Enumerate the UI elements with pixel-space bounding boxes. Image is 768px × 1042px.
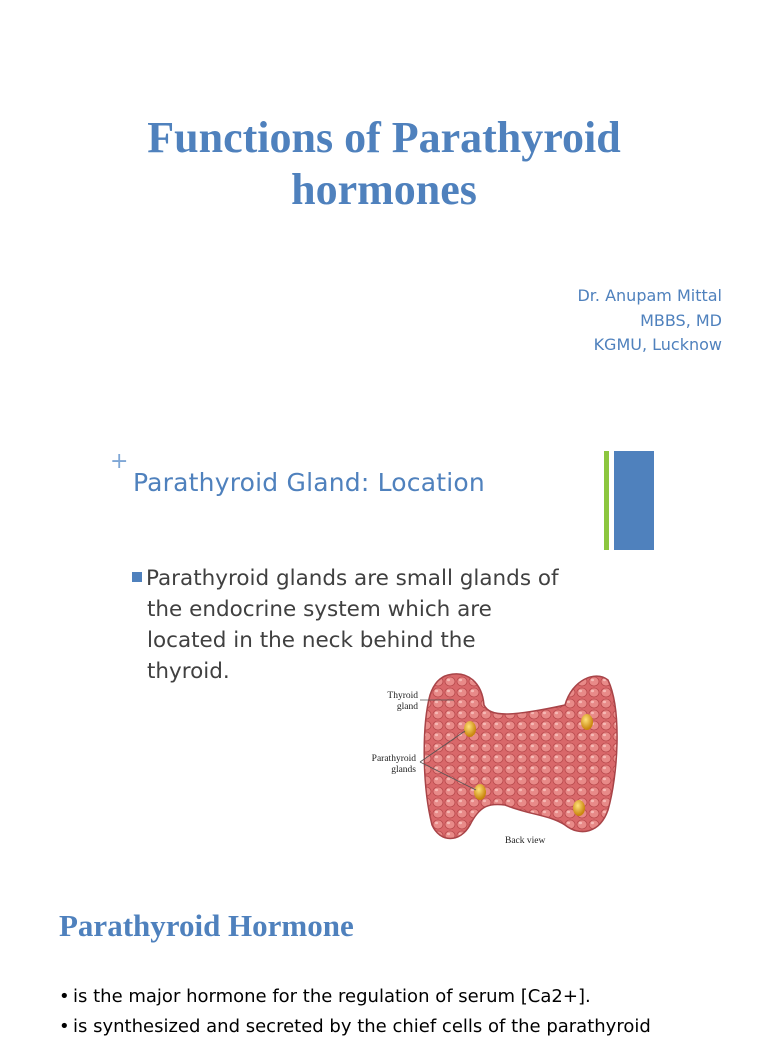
section-heading: Parathyroid Hormone — [59, 908, 354, 943]
slide2-heading: Parathyroid Gland: Location — [133, 468, 485, 497]
title-line-2: hormones — [291, 165, 477, 214]
square-bullet-icon — [132, 572, 142, 582]
list-item-text: is the major hormone for the regulation of serum [Ca2+]. — [73, 986, 591, 1007]
page-title — [0, 112, 768, 216]
thyroid-gland-shape — [424, 674, 617, 839]
accent-bar-green — [604, 451, 609, 550]
author-name: Dr. Anupam Mittal — [577, 286, 722, 305]
label-thyroid-2: gland — [396, 702, 418, 712]
parathyroid-gland-3 — [474, 784, 486, 800]
author-block — [577, 284, 722, 358]
bullet-line-2: the endocrine system which are — [147, 597, 492, 622]
parathyroid-gland-4 — [573, 800, 585, 816]
bullet-line-4: thyroid. — [147, 659, 230, 684]
parathyroid-gland-1 — [464, 721, 476, 737]
author-institution: KGMU, Lucknow — [593, 335, 722, 354]
parathyroid-gland-2 — [581, 714, 593, 730]
list-item: • is synthesized and secreted by the chief cells of the parathyroid — [59, 1016, 651, 1037]
title-line-1: Functions of Parathyroid — [147, 113, 621, 162]
label-thyroid-1: Thyroid — [387, 691, 418, 701]
author-degree: MBBS, MD — [640, 310, 722, 330]
bullet-line-1: Parathyroid glands are small glands of — [146, 566, 559, 591]
list-item-text: is synthesized and secreted by the chief cells of the parathyroid — [73, 1016, 651, 1037]
hormone-list — [59, 982, 651, 1042]
accent-bar-blue — [614, 451, 654, 550]
label-parathyroid-1: Parathyroid — [371, 754, 416, 764]
bullet-line-3: located in the neck behind the — [147, 628, 476, 653]
list-item: • is the major hormone for the regulation of serum [Ca2+]. — [59, 986, 591, 1007]
label-parathyroid-2: glands — [391, 765, 416, 775]
thyroid-illustration — [360, 665, 630, 855]
plus-icon: + — [110, 449, 129, 474]
figure-caption: Back view — [505, 836, 546, 846]
